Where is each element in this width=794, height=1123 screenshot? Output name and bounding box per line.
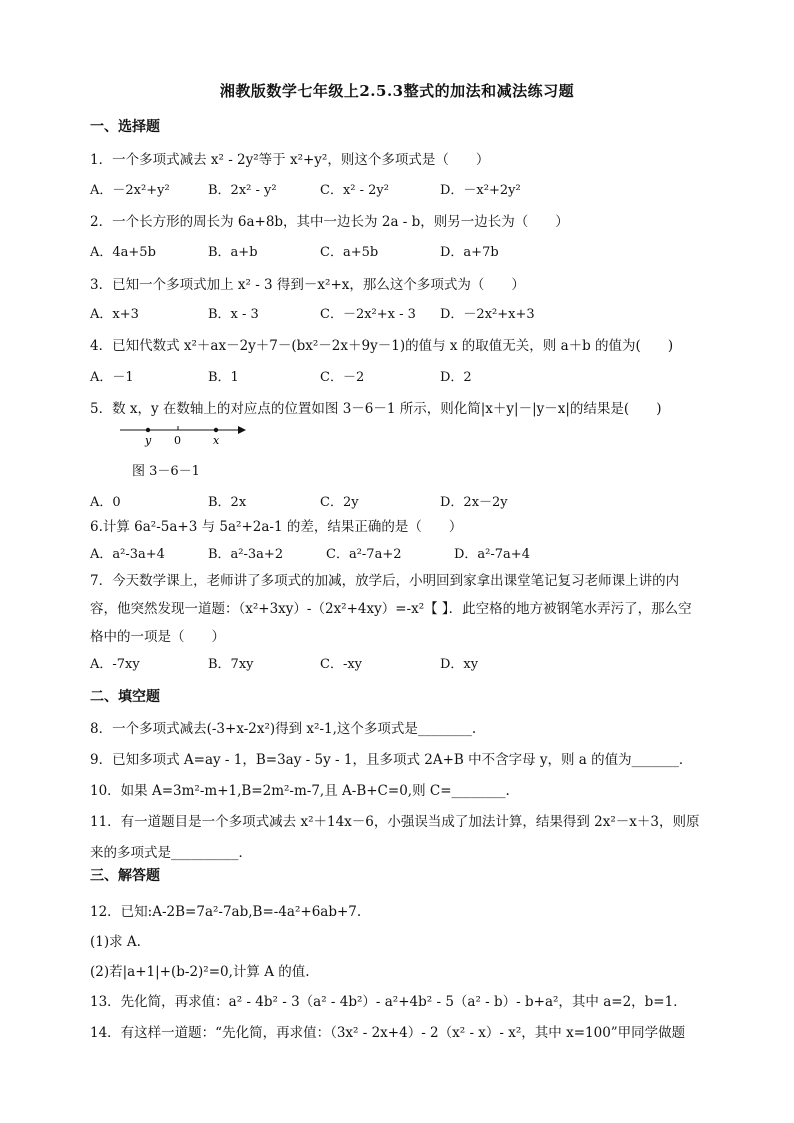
question-9: 9．已知多项式 A=ay - 1，B=3ay - 5y - 1，且多项式 2A+B 中不含字母 y，则 a 的值为_______．	[90, 752, 693, 768]
question-11-line-2: 来的多项式是__________．	[90, 845, 252, 861]
option-b: B．2x	[208, 495, 247, 510]
question-13: 13．先化简，再求值：a² - 4b² - 3（a² - 4b²）- a²+4b² - 5（a² - b）- b+a²，其中 a=2，b=1．	[90, 994, 687, 1010]
point-x	[214, 428, 218, 432]
question-10: 10．如果 A=3m²-m+1,B=2m²-m-7,且 A-B+C=0,则 C=________.	[90, 783, 510, 799]
label-y: y	[145, 434, 152, 447]
option-a: A．0	[90, 495, 121, 510]
question-1: 1．一个多项式减去 x² - 2y²等于 x²+y²，则这个多项式是（ ）	[90, 152, 490, 168]
point-y	[146, 428, 150, 432]
option-c: C．a+5b	[320, 245, 379, 260]
option-d: D．a²-7a+4	[454, 547, 530, 562]
question-11-line-1: 11．有一道题目是一个多项式减去 x²＋14x－6，小强误当成了加法计算，结果得到 2x²－x＋3，则原	[90, 814, 700, 830]
question-12: 12．已知:A-2B=7a²-7ab,B=-4a²+6ab+7.	[90, 904, 362, 920]
option-a: A．x+3	[90, 307, 139, 322]
question-8: 8．一个多项式减去(-3+x-2x²)得到 x²-1,这个多项式是________.	[90, 721, 477, 737]
section-heading: 三、解答题	[90, 868, 160, 884]
arrow-right-icon	[238, 426, 246, 434]
question-7-line-3: 格中的一项是（ ）	[90, 629, 225, 645]
number-line-figure	[118, 420, 248, 448]
figure-caption: 图 3－6－1	[132, 464, 200, 479]
option-d: D．－2x²+x+3	[440, 307, 535, 322]
option-d: D．a+7b	[440, 245, 499, 260]
question-7-line-2: 容，他突然发现一道题：（x²+3xy）-（2x²+4xy）=-x²【 】．此空格的地方被钢笔水弄污了，那么空	[90, 601, 692, 617]
option-d: D．2x－2y	[440, 495, 508, 510]
label-x: x	[213, 434, 220, 447]
option-c: C．a²-7a+2	[326, 547, 402, 562]
question-14: 14．有这样一道题：“先化简，再求值：（3x² - 2x+4）- 2（x² - x）- x²，其中 x=100”甲同学做题	[90, 1025, 686, 1041]
option-c: C．-xy	[320, 657, 363, 672]
option-a: A．4a+5b	[90, 245, 156, 260]
option-a: A．a²-3a+4	[90, 547, 165, 562]
option-d: D．－x²+2y²	[440, 183, 521, 198]
option-b: B．1	[208, 370, 239, 385]
option-d: D．xy	[440, 657, 479, 672]
option-a: A．－1	[90, 370, 134, 385]
label-zero: 0	[174, 434, 181, 447]
page-title: 湘教版数学七年级上2.5.3整式的加法和减法练习题	[219, 82, 575, 100]
question-7-line-1: 7．今天数学课上，老师讲了多项式的加减，放学后，小明回到家拿出课堂笔记复习老师课上讲的内	[90, 573, 680, 589]
section-heading: 一、选择题	[90, 119, 160, 135]
option-b: B．7xy	[208, 657, 254, 672]
option-d: D．2	[440, 370, 472, 385]
option-b: B．a+b	[208, 245, 258, 260]
question-5: 5．数 x，y 在数轴上的对应点的位置如图 3－6－1 所示，则化简|x＋y|－|y－x|的结果是( )	[90, 401, 662, 417]
option-c: C．x² - 2y²	[320, 183, 389, 198]
question-12-part-2: (2)若|a+1|+(b-2)²=0,计算 A 的值.	[90, 964, 310, 980]
option-c: C．－2x²+x - 3	[320, 307, 416, 322]
question-4: 4．已知代数式 x²＋ax－2y＋7－(bx²－2x＋9y－1)的值与 x 的取值无关，则 a＋b 的值为( )	[90, 338, 674, 354]
option-c: C．2y	[320, 495, 359, 510]
option-b: B．2x² - y²	[208, 183, 277, 198]
question-6: 6.计算 6a²-5a+3 与 5a²+2a-1 的差，结果正确的是（ ）	[90, 519, 463, 535]
question-12-part-1: (1)求 A.	[90, 934, 141, 950]
option-a: A．－2x²+y²	[90, 183, 170, 198]
option-b: B．a²-3a+2	[208, 547, 284, 562]
question-2: 2．一个长方形的周长为 6a+8b，其中一边长为 2a - b，则另一边长为（ ）	[90, 214, 569, 230]
option-b: B．x - 3	[208, 307, 259, 322]
option-c: C．－2	[320, 370, 365, 385]
question-3: 3．已知一个多项式加上 x² - 3 得到－x²+x，那么这个多项式为（ ）	[90, 277, 525, 293]
section-heading: 二、填空题	[90, 689, 160, 705]
option-a: A．-7xy	[90, 657, 140, 672]
